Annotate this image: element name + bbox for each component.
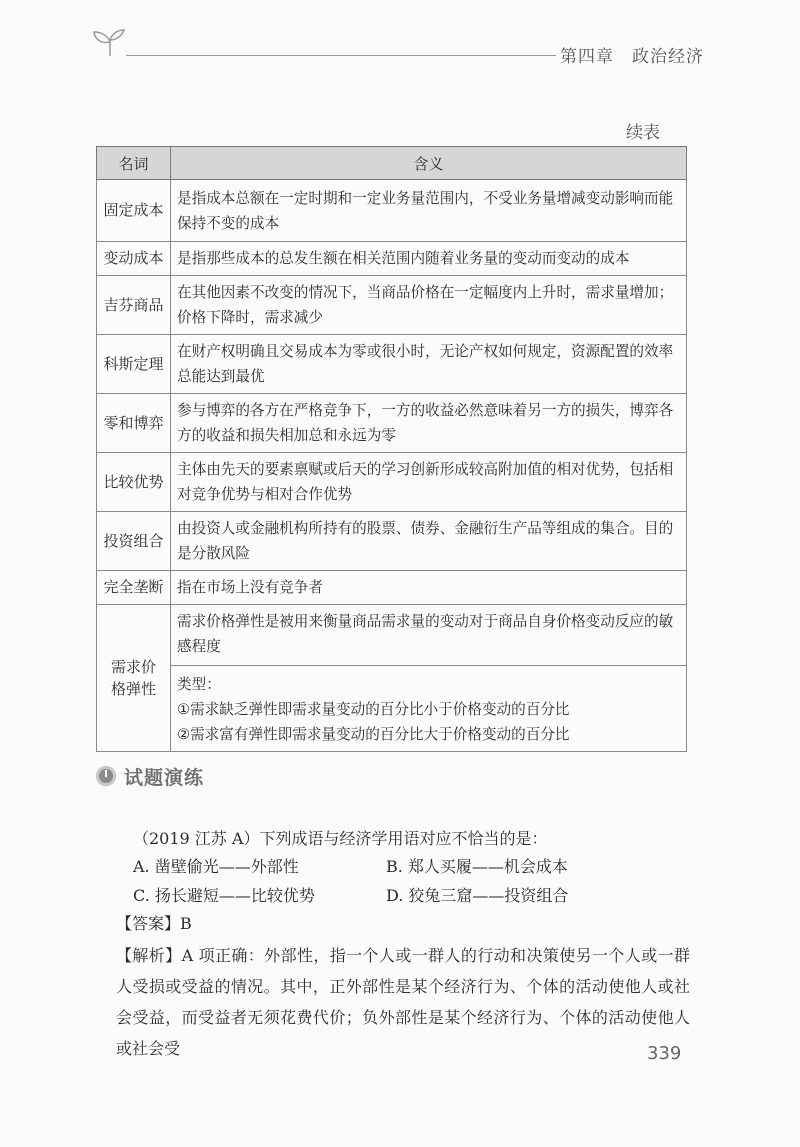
definition-cell: 在其他因素不改变的情况下，当商品价格在一定幅度内上升时，需求量增加；价格下降时，需求减少 (171, 276, 687, 335)
table-row (97, 571, 687, 605)
analysis-text: 【解析】A 项正确：外部性，指一个人或一群人的行动和决策使另一个人或一群人受损或受益的情况。其中，正外部性是某个经济行为、个体的活动使他人或社会受益，而受益者无须花费代价；负外部性是某个经济行为、个体的活动使他人或社会受 (116, 946, 690, 1058)
definition-cell: 是指成本总额在一定时期和一定业务量范围内，不受业务量增减变动影响而能保持不变的成本 (171, 180, 687, 242)
term-cell: 投资组合 (97, 512, 171, 571)
term-cell: 变动成本 (97, 242, 171, 276)
option-a: A. 凿壁偷光——外部性 (133, 857, 299, 876)
definition-cell: 由投资人或金融机构所持有的股票、债券、金融衍生产品等组成的集合。目的是分散风险 (171, 512, 687, 571)
elasticity-definition: 需求价格弹性是被用来衡量商品需求量的变动对于商品自身价格变动反应的敏感程度 (177, 613, 674, 655)
definition-cell: 参与博弈的各方在严格竞争下，一方的收益必然意味着另一方的损失，博弈各方的收益和损失相加总和永远为零 (171, 394, 687, 453)
question-text: （2019 江苏 A）下列成语与经济学用语对应不恰当的是： (133, 829, 548, 848)
term-cell: 比较优势 (97, 453, 171, 512)
types-label: 类型： (177, 676, 221, 693)
table-row (97, 335, 687, 394)
table-row (97, 512, 687, 571)
type-item: ①需求缺乏弹性即需求量变动的百分比小于价格变动的百分比 (177, 701, 570, 718)
leaf-sprout-icon (90, 28, 130, 58)
term-cell: 完全垄断 (97, 571, 171, 605)
answer-text: 【答案】B (116, 914, 192, 933)
continued-label: 续表 (626, 123, 660, 143)
option-d: D. 狡兔三窟——投资组合 (386, 886, 569, 905)
chapter-header (560, 42, 704, 67)
definition-cell: 在财产权明确且交易成本为零或很小时，无论产权如何规定，资源配置的效率总能达到最优 (171, 335, 687, 394)
term-cell: 零和博弈 (97, 394, 171, 453)
table-row (97, 242, 687, 276)
table-row (97, 605, 687, 752)
term-cell: 吉芬商品 (97, 276, 171, 335)
table-row (97, 276, 687, 335)
terms-table (96, 146, 687, 752)
page-number: 339 (647, 1043, 682, 1064)
table-row (97, 394, 687, 453)
definition-cell: 指在市场上没有竞争者 (171, 571, 687, 605)
header-rule (126, 55, 556, 56)
definition-cell: 是指那些成本的总发生额在相关范围内随着业务量的变动而变动的成本 (171, 242, 687, 276)
table-row (97, 453, 687, 512)
term-cell: 固定成本 (97, 180, 171, 242)
option-c: C. 扬长避短——比较优势 (133, 886, 315, 905)
definition-cell: 主体由先天的要素禀赋或后天的学习创新形成较高附加值的相对优势，包括相对竞争优势与相对合作优势 (171, 453, 687, 512)
term-cell-text: 需求价格弹性 (110, 658, 156, 698)
chapter-number: 第四章 (560, 47, 614, 67)
elasticity-types (171, 665, 686, 747)
header-term: 名词 (97, 147, 171, 180)
section-title: 试题演练 (124, 767, 205, 789)
header-definition: 含义 (171, 147, 687, 180)
chapter-title: 政治经济 (632, 47, 704, 67)
option-b: B. 郑人买履——机会成本 (386, 857, 568, 876)
table-row (97, 180, 687, 242)
term-cell (97, 605, 171, 752)
type-item: ②需求富有弹性即需求量变动的百分比大于价格变动的百分比 (177, 726, 570, 743)
definition-cell (171, 605, 687, 752)
table-header-row (97, 147, 687, 180)
clock-icon (96, 766, 116, 786)
term-cell: 科斯定理 (97, 335, 171, 394)
